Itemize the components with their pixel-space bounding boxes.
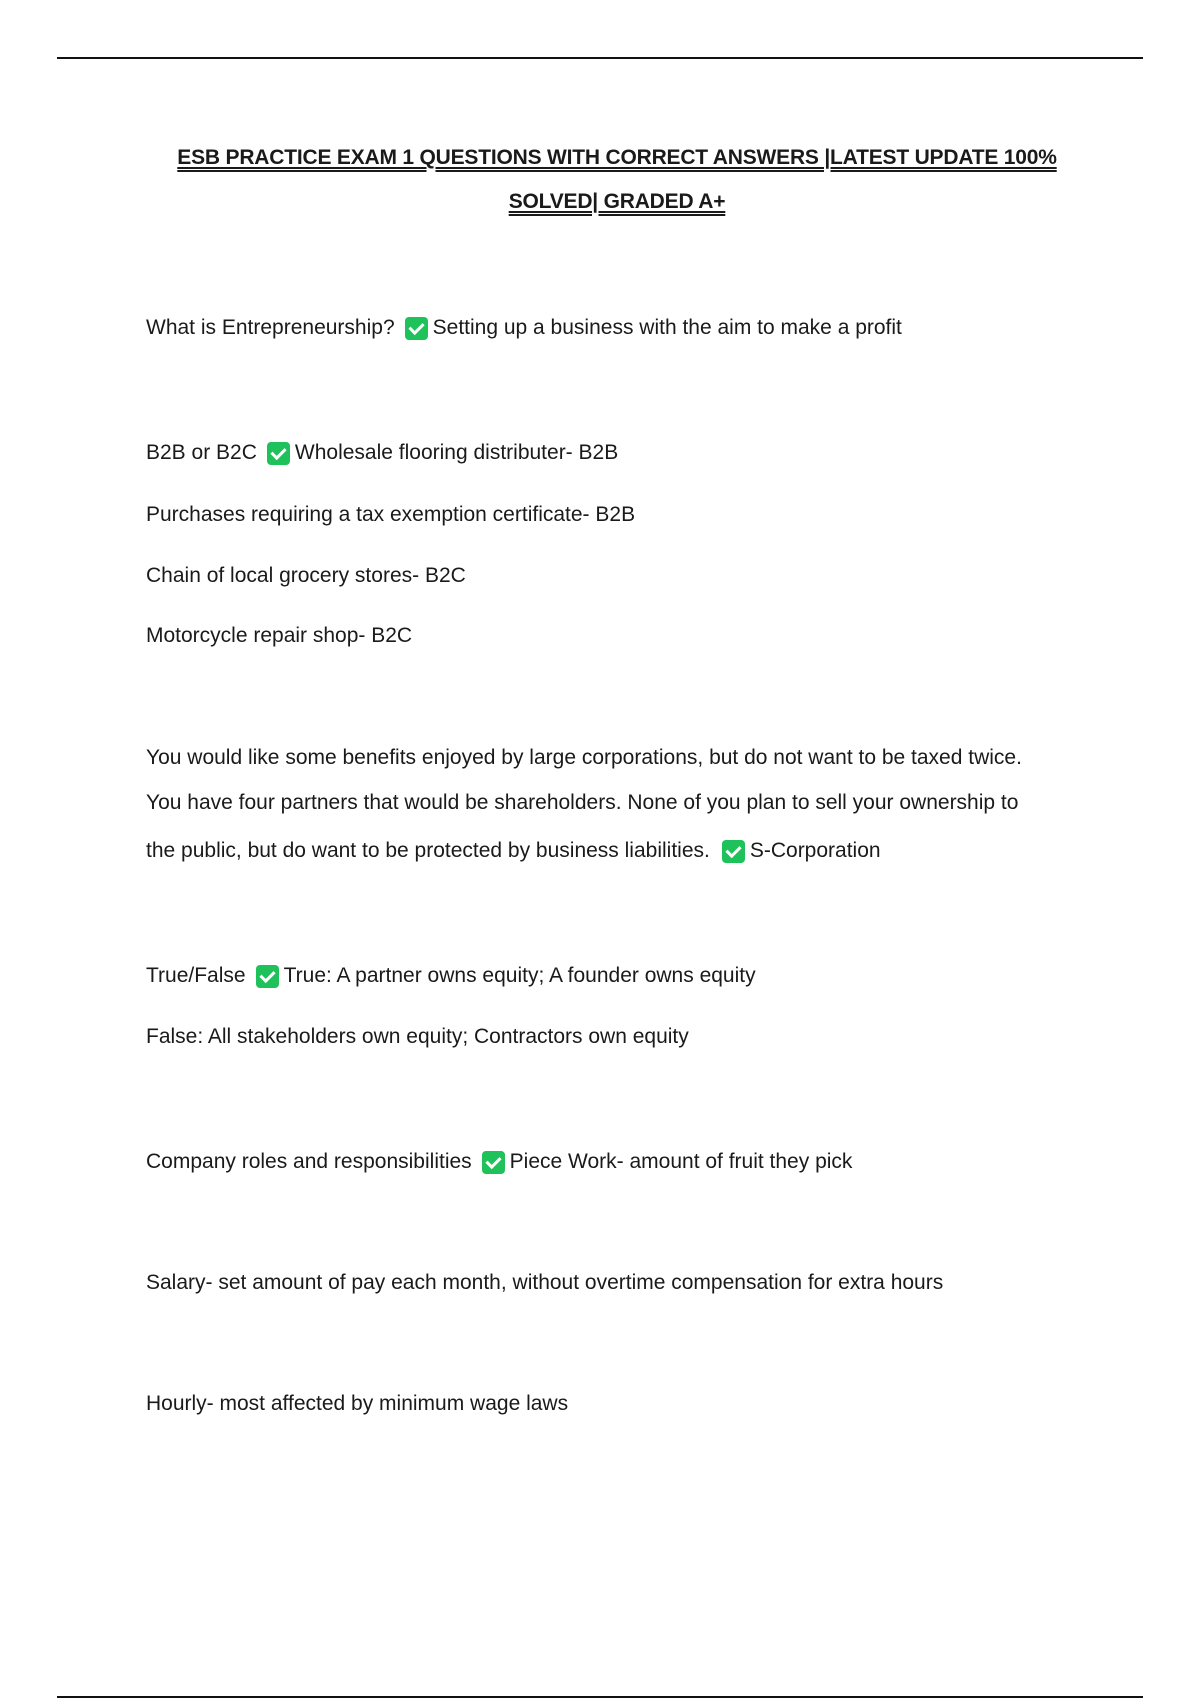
answer-continuation: False: All stakeholders own equity; Contractors own equity: [146, 1025, 689, 1048]
qa-item-3: [146, 838, 881, 864]
answer-text: Wholesale flooring distributer- B2B: [294, 441, 619, 464]
check-mark-icon: [256, 965, 279, 988]
document-title-line-1: ESB PRACTICE EXAM 1 QUESTIONS WITH CORRECT ANSWERS |LATEST UPDATE 100%: [177, 146, 1057, 169]
check-mark-icon: [267, 442, 290, 465]
check-mark-icon: [482, 1151, 505, 1174]
question-text: What is Entrepreneurship?: [146, 316, 395, 339]
question-text: the public, but do want to be protected by business liabilities.: [146, 839, 710, 862]
check-mark-icon: [405, 317, 428, 340]
qa-item-4: [146, 963, 756, 989]
answer-text: Setting up a business with the aim to make a profit: [432, 316, 902, 339]
answer-text: True: A partner owns equity; A founder owns equity: [283, 964, 756, 987]
question-text: You have four partners that would be shareholders. None of you plan to sell your ownership to: [146, 791, 1019, 814]
question-text: Company roles and responsibilities: [146, 1150, 472, 1173]
answer-text: Piece Work- amount of fruit they pick: [509, 1150, 853, 1173]
answer-continuation: Motorcycle repair shop- B2C: [146, 624, 413, 647]
answer-text: S-Corporation: [749, 839, 881, 862]
answer-continuation: Chain of local grocery stores- B2C: [146, 564, 466, 587]
question-text: You would like some benefits enjoyed by large corporations, but do not want to be taxed twice.: [146, 746, 1022, 769]
top-divider: [57, 57, 1143, 59]
qa-item-5: [146, 1149, 852, 1175]
qa-item-2: [146, 440, 618, 466]
answer-continuation: Salary- set amount of pay each month, without overtime compensation for extra hours: [146, 1271, 944, 1294]
answer-continuation: Purchases requiring a tax exemption certificate- B2B: [146, 503, 636, 526]
question-text: True/False: [146, 964, 246, 987]
document-title-line-2: SOLVED| GRADED A+: [508, 190, 726, 213]
answer-continuation: Hourly- most affected by minimum wage laws: [146, 1392, 569, 1415]
bottom-divider: [57, 1696, 1143, 1698]
qa-item-1: [146, 315, 902, 341]
question-text: B2B or B2C: [146, 441, 257, 464]
check-mark-icon: [722, 840, 745, 863]
